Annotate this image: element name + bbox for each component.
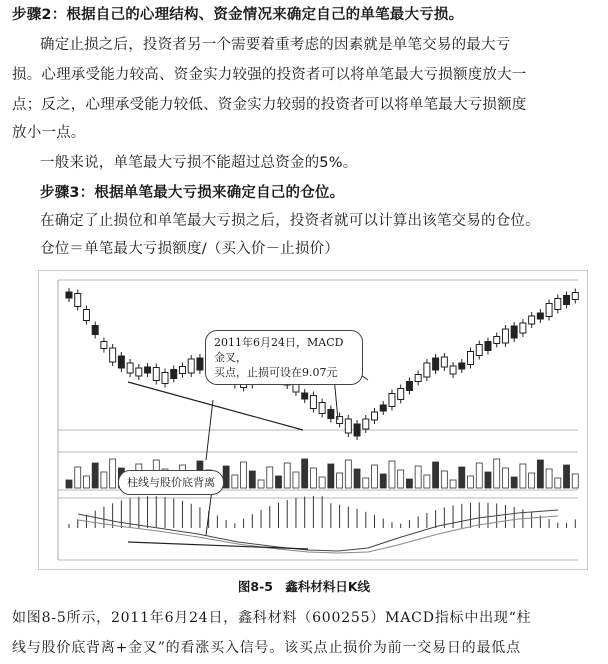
candle-body: [564, 296, 570, 305]
volume-bar: [415, 466, 421, 488]
caption-number: 图8-5: [237, 579, 274, 594]
volume-bar: [284, 463, 290, 488]
caption-title: 鑫科材料日K线: [285, 579, 371, 594]
volume-bar: [555, 478, 561, 488]
callout-divergence: 柱线与股价底背离: [118, 470, 224, 495]
candle-body: [389, 394, 395, 407]
candle-body: [127, 363, 133, 373]
step3-heading: 步骤3：根据单笔最大亏损来确定自己的仓位。: [40, 185, 345, 201]
candle-body: [101, 342, 107, 349]
volume-bar: [83, 476, 89, 488]
volume-bar: [232, 475, 238, 488]
volume-bar: [372, 465, 378, 488]
volume-bar: [494, 459, 500, 488]
candle-body: [572, 293, 578, 300]
volume-bar: [249, 471, 255, 488]
paragraph-line: 如图8-5所示，2011年6月24日，鑫科材料（600255）MACD指标中出现“柱: [12, 610, 532, 626]
candle-body: [380, 405, 386, 411]
paragraph-line: 损。心理承受能力较高、资金实力较强的投资者可以将单笔最大亏损额度放大一: [12, 67, 527, 83]
volume-bar: [258, 480, 264, 488]
volume-bar: [389, 461, 395, 488]
candle-body: [459, 363, 465, 369]
callout-line: 买点，止损可设在9.07元: [214, 366, 338, 379]
volume-bar: [302, 459, 308, 488]
volume-bar: [345, 460, 351, 488]
volume-bar: [66, 480, 72, 488]
paragraph-line: 一般来说，单笔最大亏损不能超过总资金的5%。: [40, 155, 358, 171]
volume-bar: [520, 464, 526, 488]
volume-bar: [363, 478, 369, 488]
candle-body: [363, 419, 369, 429]
paragraph-line: 放小一点。: [12, 125, 86, 141]
paragraph-line: 在确定了止损位和单笔最大亏损之后，投资者就可以计算出该笔交易的仓位。: [40, 213, 540, 229]
candle-body: [302, 393, 308, 399]
candle-body: [118, 356, 124, 368]
volume-bar: [476, 463, 482, 488]
volume-bar: [310, 468, 316, 488]
volume-bar: [502, 468, 508, 488]
candle-body: [450, 366, 456, 374]
candle-body: [537, 313, 543, 319]
volume-bar: [319, 477, 325, 488]
volume-bar: [267, 467, 273, 488]
volume-bar: [468, 476, 474, 488]
volume-bar: [241, 462, 247, 488]
candle-body: [345, 419, 351, 433]
volume-bar: [441, 471, 447, 488]
volume-bar: [354, 469, 360, 488]
candle-body: [110, 348, 116, 362]
volume-bar: [450, 480, 456, 488]
paragraph-line: 确定止损之后，投资者另一个需要着重考虑的因素就是单笔交易的最大亏: [40, 37, 511, 53]
candle-body: [433, 358, 439, 370]
volume-bar: [572, 474, 578, 488]
callout-line: 2011年6月24日，MACD金叉，: [214, 336, 344, 364]
candle-body: [162, 373, 168, 384]
volume-bar: [75, 467, 81, 488]
volume-bar: [337, 473, 343, 488]
candle-body: [179, 367, 185, 374]
volume-bar: [380, 474, 386, 488]
candle-body: [415, 375, 421, 382]
volume-bar: [546, 469, 552, 488]
candle-body: [546, 304, 552, 317]
candle-body: [83, 310, 89, 321]
volume-bar: [223, 466, 229, 488]
paragraph-line: 线与股价底背离+金叉”的看涨买入信号。该买点止损价为前一交易日的最低点: [12, 640, 521, 656]
candle-body: [92, 326, 98, 335]
candle-body: [171, 370, 177, 379]
formula-line: 仓位＝单笔最大亏损额度/（买入价－止损价）: [40, 241, 340, 257]
candle-body: [136, 368, 142, 376]
candle-body: [511, 326, 517, 338]
candle-body: [398, 389, 404, 400]
candle-body: [485, 342, 491, 351]
volume-bar: [433, 462, 439, 488]
candle-body: [310, 396, 316, 409]
candle-body: [468, 352, 474, 365]
candle-body: [75, 294, 81, 307]
volume-bar: [328, 464, 334, 488]
volume-bar: [537, 460, 543, 488]
candle-body: [145, 367, 151, 373]
candle-body: [406, 382, 412, 391]
volume-bar: [406, 479, 412, 488]
step2-heading: 步骤2：根据自己的心理结构、资金情况来确定自己的单笔最大亏损。: [12, 7, 464, 23]
candle-body: [66, 292, 72, 298]
volume-bar: [110, 459, 116, 488]
volume-bar: [293, 472, 299, 488]
volume-bar: [398, 470, 404, 488]
volume-bar: [485, 472, 491, 488]
candle-body: [319, 403, 325, 414]
kline-figure: [38, 270, 588, 570]
paragraph-line: 点；反之，心理承受能力较低、资金实力较弱的投资者可以将单笔最大亏损额度: [12, 97, 527, 113]
volume-bar: [101, 472, 107, 488]
volume-bar: [564, 465, 570, 488]
candle-body: [293, 384, 299, 392]
callout-buy-point: [205, 330, 363, 385]
candle-body: [372, 412, 378, 420]
candle-body: [424, 363, 430, 377]
candle-body: [188, 359, 194, 373]
volume-bar: [424, 475, 430, 488]
volume-bar: [275, 476, 281, 488]
candle-body: [441, 357, 447, 367]
candle-body: [197, 358, 203, 370]
candle-body: [476, 345, 482, 356]
candle-body: [529, 316, 535, 324]
candle-body: [502, 329, 508, 343]
candle-body: [555, 299, 561, 310]
volume-bar: [92, 463, 98, 488]
candle-body: [494, 337, 500, 344]
volume-bar: [511, 477, 517, 488]
candle-body: [354, 424, 360, 436]
figure-caption: [0, 577, 608, 595]
volume-bar: [529, 473, 535, 488]
candle-body: [520, 323, 526, 333]
candle-body: [328, 410, 334, 419]
volume-bar: [459, 467, 465, 488]
candle-body: [153, 368, 159, 381]
